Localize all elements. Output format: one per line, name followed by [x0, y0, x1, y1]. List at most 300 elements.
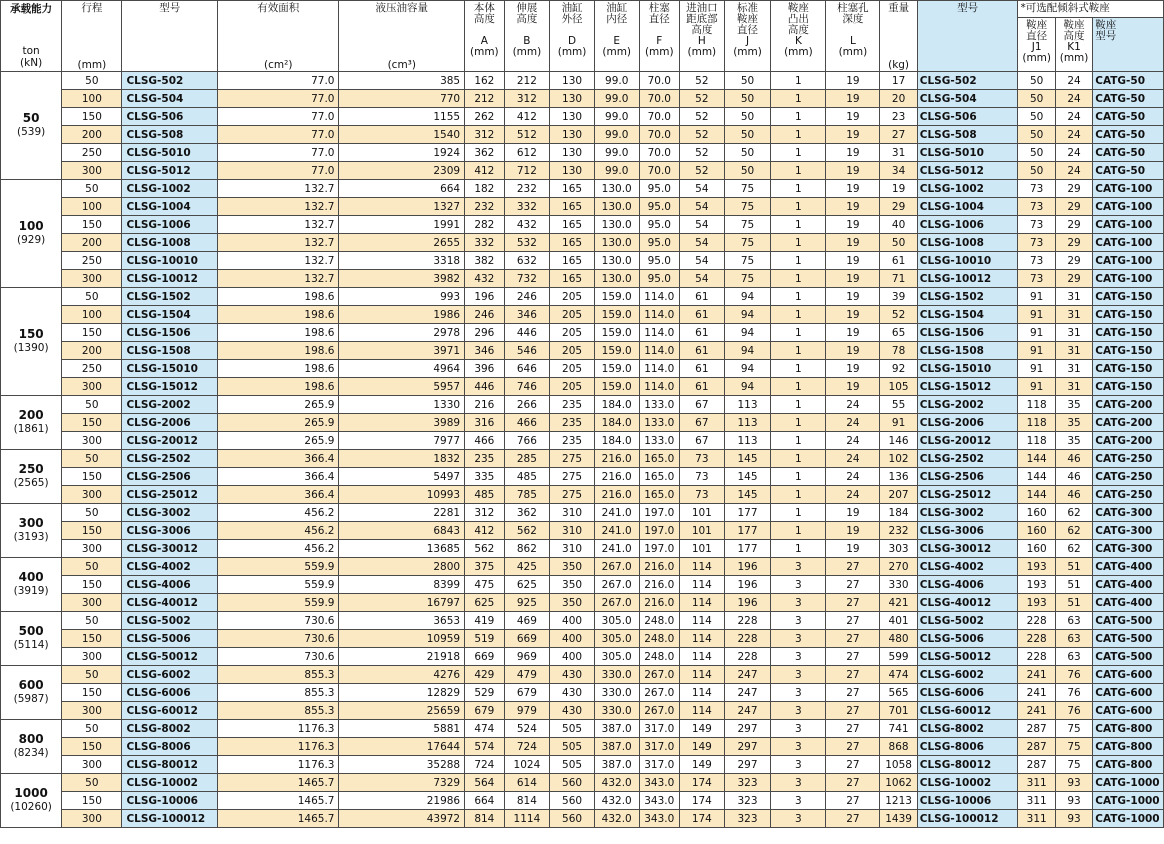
- cell: 1: [771, 72, 826, 90]
- model-cell: CLSG-5002: [917, 612, 1018, 630]
- cell: 55: [880, 396, 917, 414]
- cell: 31: [1055, 378, 1092, 396]
- cell: 300: [62, 378, 122, 396]
- table-row: [1, 90, 1164, 108]
- cell: 1: [771, 342, 826, 360]
- model-cell: CLSG-10002: [917, 774, 1018, 792]
- cell: 75: [1055, 738, 1092, 756]
- saddle-model-cell: CATG-800: [1093, 720, 1164, 738]
- model-cell: CLSG-2006: [917, 414, 1018, 432]
- cell: 1176.3: [217, 756, 338, 774]
- cell: 532: [504, 234, 550, 252]
- cell: 27: [826, 774, 880, 792]
- cell: 432: [504, 216, 550, 234]
- model-cell: CLSG-1502: [917, 288, 1018, 306]
- model-cell: CLSG-25012: [122, 486, 218, 504]
- cell: 19: [826, 288, 880, 306]
- cell: 29: [1055, 252, 1092, 270]
- cell: 95.0: [639, 198, 679, 216]
- cell: 346: [504, 306, 550, 324]
- cell: 421: [880, 594, 917, 612]
- cell: 505: [550, 756, 595, 774]
- cell: 1: [771, 450, 826, 468]
- capacity-kn: (5987): [13, 693, 49, 705]
- cell: 130.0: [594, 270, 639, 288]
- table-row: [1, 72, 1164, 90]
- saddle-model-cell: CATG-50: [1093, 126, 1164, 144]
- cell: 559.9: [217, 576, 338, 594]
- saddle-model-cell: CATG-200: [1093, 396, 1164, 414]
- capacity-cell: [1, 612, 62, 666]
- cell: 159.0: [594, 378, 639, 396]
- cell: 330: [880, 576, 917, 594]
- cell: 310: [550, 540, 595, 558]
- cell: 65: [880, 324, 917, 342]
- cell: 21986: [339, 792, 465, 810]
- header-H: 进油口 距底部 高度 H (mm): [680, 1, 725, 72]
- cell: 130: [550, 144, 595, 162]
- cell: 76: [1055, 702, 1092, 720]
- table-row: [1, 774, 1164, 792]
- cell: 1465.7: [217, 810, 338, 828]
- cell: 350: [550, 558, 595, 576]
- cell: 323: [724, 774, 771, 792]
- cell: 855.3: [217, 702, 338, 720]
- cell: 207: [880, 486, 917, 504]
- model-cell: CLSG-2506: [122, 468, 218, 486]
- cell: 3: [771, 648, 826, 666]
- cell: 1: [771, 162, 826, 180]
- model-cell: CLSG-1502: [122, 288, 218, 306]
- cell: 205: [550, 288, 595, 306]
- cell: 475: [465, 576, 504, 594]
- cell: 95.0: [639, 216, 679, 234]
- cell: 35: [1055, 414, 1092, 432]
- cell: 114.0: [639, 378, 679, 396]
- cell: 312: [504, 90, 550, 108]
- cell: 50: [62, 558, 122, 576]
- cell: 19: [880, 180, 917, 198]
- cell: 312: [465, 126, 504, 144]
- cell: 1: [771, 396, 826, 414]
- cell: 1: [771, 216, 826, 234]
- cell: 52: [680, 90, 725, 108]
- saddle-model-cell: CATG-150: [1093, 342, 1164, 360]
- saddle-model-cell: CATG-250: [1093, 468, 1164, 486]
- model-cell: CLSG-3002: [122, 504, 218, 522]
- capacity-kn: (5114): [13, 639, 49, 651]
- header-F: 柱塞 直径 F (mm): [639, 1, 679, 72]
- model-cell: CLSG-50012: [917, 648, 1018, 666]
- saddle-model-cell: CATG-50: [1093, 162, 1164, 180]
- model-cell: CLSG-15010: [122, 360, 218, 378]
- model-cell: CLSG-504: [122, 90, 218, 108]
- cell: 228: [1018, 648, 1055, 666]
- cell: 216.0: [594, 468, 639, 486]
- cell: 27: [826, 558, 880, 576]
- cell: 3: [771, 666, 826, 684]
- table-row: [1, 360, 1164, 378]
- cell: 70.0: [639, 108, 679, 126]
- cell: 267.0: [639, 684, 679, 702]
- cell: 366.4: [217, 468, 338, 486]
- cell: 16797: [339, 594, 465, 612]
- header-capacity-cell: [1, 1, 62, 72]
- cell: 565: [880, 684, 917, 702]
- cell: 524: [504, 720, 550, 738]
- capacity-ton: 800: [18, 732, 44, 746]
- cell: 241: [1018, 702, 1055, 720]
- cell: 24: [826, 396, 880, 414]
- cell: 1986: [339, 306, 465, 324]
- model-cell: CLSG-2502: [122, 450, 218, 468]
- header-A: 本体 高度 A (mm): [465, 1, 504, 72]
- table-row: [1, 306, 1164, 324]
- table-row: [1, 594, 1164, 612]
- cell: 132.7: [217, 216, 338, 234]
- cell: 50: [62, 288, 122, 306]
- cell: 564: [465, 774, 504, 792]
- cell: 197.0: [639, 522, 679, 540]
- cell: 1: [771, 306, 826, 324]
- cell: 17644: [339, 738, 465, 756]
- model-cell: CLSG-5012: [122, 162, 218, 180]
- cell: 130: [550, 162, 595, 180]
- cell: 362: [504, 504, 550, 522]
- cell: 362: [465, 144, 504, 162]
- cell: 275: [550, 450, 595, 468]
- model-cell: CLSG-80012: [917, 756, 1018, 774]
- cell: 300: [62, 648, 122, 666]
- capacity-ton: 400: [18, 570, 44, 584]
- cell: 77.0: [217, 108, 338, 126]
- cell: 19: [826, 180, 880, 198]
- cell: 150: [62, 684, 122, 702]
- cell: 3982: [339, 270, 465, 288]
- cell: 130.0: [594, 216, 639, 234]
- model-cell: CLSG-10006: [917, 792, 1018, 810]
- table-row: [1, 540, 1164, 558]
- capacity-ton: 250: [18, 462, 44, 476]
- table-row: [1, 288, 1164, 306]
- cell: 27: [826, 576, 880, 594]
- saddle-model-cell: CATG-500: [1093, 612, 1164, 630]
- header-model-cell: [122, 1, 218, 72]
- cell: 184.0: [594, 414, 639, 432]
- cell: 310: [550, 522, 595, 540]
- cell: 73: [1018, 216, 1055, 234]
- cell: 52: [680, 144, 725, 162]
- cell: 456.2: [217, 504, 338, 522]
- cell: 3: [771, 630, 826, 648]
- cell: 150: [62, 522, 122, 540]
- cell: 246: [504, 288, 550, 306]
- cell: 94: [724, 288, 771, 306]
- cell: 267.0: [594, 576, 639, 594]
- cell: 456.2: [217, 522, 338, 540]
- cell: 99.0: [594, 72, 639, 90]
- cell: 35: [1055, 432, 1092, 450]
- cell: 77.0: [217, 126, 338, 144]
- cell: 40: [880, 216, 917, 234]
- cell: 19: [826, 108, 880, 126]
- cell: 165: [550, 270, 595, 288]
- capacity-cell: [1, 396, 62, 450]
- cell: 50: [724, 162, 771, 180]
- cell: 559.9: [217, 558, 338, 576]
- cell: 130: [550, 108, 595, 126]
- cell: 300: [62, 756, 122, 774]
- cell: 287: [1018, 738, 1055, 756]
- cell: 99.0: [594, 108, 639, 126]
- cell: 75: [724, 180, 771, 198]
- cell: 27: [826, 594, 880, 612]
- model-cell: CLSG-40012: [917, 594, 1018, 612]
- cell: 198.6: [217, 288, 338, 306]
- model-cell: CLSG-15010: [917, 360, 1018, 378]
- cell: 193: [1018, 594, 1055, 612]
- cell: 150: [62, 738, 122, 756]
- model-cell: CLSG-1504: [122, 306, 218, 324]
- cell: 382: [465, 252, 504, 270]
- cell: 73: [1018, 270, 1055, 288]
- cell: 29: [1055, 198, 1092, 216]
- saddle-model-cell: CATG-500: [1093, 630, 1164, 648]
- cell: 412: [465, 162, 504, 180]
- header-area-cell: [217, 1, 338, 72]
- cell: 868: [880, 738, 917, 756]
- cell: 114.0: [639, 288, 679, 306]
- model-cell: CLSG-504: [917, 90, 1018, 108]
- table-row: [1, 522, 1164, 540]
- cell: 297: [724, 756, 771, 774]
- cell: 118: [1018, 396, 1055, 414]
- cell: 241.0: [594, 540, 639, 558]
- cell: 159.0: [594, 306, 639, 324]
- cell: 27: [880, 126, 917, 144]
- cell: 19: [826, 360, 880, 378]
- header-L: 柱塞孔 深度 L (mm): [826, 1, 880, 72]
- cell: 50: [724, 72, 771, 90]
- model-cell: CLSG-60012: [122, 702, 218, 720]
- cell: 512: [504, 126, 550, 144]
- cell: 228: [1018, 612, 1055, 630]
- capacity-ton: 600: [18, 678, 44, 692]
- table-row: [1, 378, 1164, 396]
- table-row: [1, 180, 1164, 198]
- cell: 474: [880, 666, 917, 684]
- capacity-ton: 500: [18, 624, 44, 638]
- cell: 50: [1018, 108, 1055, 126]
- saddle-model-cell: CATG-600: [1093, 684, 1164, 702]
- saddle-model-cell: CATG-50: [1093, 90, 1164, 108]
- cell: 311: [1018, 810, 1055, 828]
- saddle-model-cell: CATG-100: [1093, 198, 1164, 216]
- cell: 1: [771, 180, 826, 198]
- cell: 39: [880, 288, 917, 306]
- cell: 76: [1055, 684, 1092, 702]
- cell: 150: [62, 576, 122, 594]
- model-cell: CLSG-8002: [122, 720, 218, 738]
- cell: 400: [550, 612, 595, 630]
- cell: 94: [724, 306, 771, 324]
- table-row: [1, 720, 1164, 738]
- cell: 78: [880, 342, 917, 360]
- cell: 669: [465, 648, 504, 666]
- table-row: [1, 450, 1164, 468]
- cell: 366.4: [217, 486, 338, 504]
- cell: 99.0: [594, 144, 639, 162]
- cell: 132.7: [217, 234, 338, 252]
- cell: 235: [550, 432, 595, 450]
- saddle-model-cell: CATG-1000: [1093, 792, 1164, 810]
- cell: 73: [1018, 252, 1055, 270]
- cell: 118: [1018, 432, 1055, 450]
- capacity-cell: [1, 774, 62, 828]
- cell: 1024: [504, 756, 550, 774]
- cell: 1540: [339, 126, 465, 144]
- cell: 1: [771, 90, 826, 108]
- cell: 241: [1018, 684, 1055, 702]
- cell: 31: [1055, 342, 1092, 360]
- model-cell: CLSG-10002: [122, 774, 218, 792]
- cell: 24: [826, 486, 880, 504]
- cell: 466: [504, 414, 550, 432]
- cell: 54: [680, 198, 725, 216]
- cell: 1: [771, 414, 826, 432]
- cell: 1: [771, 486, 826, 504]
- cell: 350: [550, 576, 595, 594]
- cell: 77.0: [217, 162, 338, 180]
- cell: 305.0: [594, 630, 639, 648]
- capacity-cell: [1, 720, 62, 774]
- saddle-model-cell: CATG-50: [1093, 144, 1164, 162]
- cell: 177: [724, 540, 771, 558]
- cell: 474: [465, 720, 504, 738]
- model-cell: CLSG-15012: [122, 378, 218, 396]
- header-optional: *可选配倾斜式鞍座: [1018, 1, 1164, 18]
- capacity-cell: [1, 288, 62, 396]
- header-weight-cell: [880, 1, 917, 72]
- table-row: [1, 216, 1164, 234]
- cell: 146: [880, 432, 917, 450]
- cell: 145: [724, 450, 771, 468]
- cell: 61: [680, 306, 725, 324]
- cell: 118: [1018, 414, 1055, 432]
- cell: 27: [826, 630, 880, 648]
- cell: 75: [724, 252, 771, 270]
- cell: 91: [880, 414, 917, 432]
- cell: 270: [880, 558, 917, 576]
- cell: 1: [771, 144, 826, 162]
- cell: 100: [62, 198, 122, 216]
- cell: 4964: [339, 360, 465, 378]
- cell: 19: [826, 306, 880, 324]
- cell: 52: [680, 108, 725, 126]
- cell: 130: [550, 72, 595, 90]
- model-cell: CLSG-6006: [122, 684, 218, 702]
- cell: 46: [1055, 468, 1092, 486]
- cell: 196: [465, 288, 504, 306]
- cell: 2281: [339, 504, 465, 522]
- cell: 1: [771, 252, 826, 270]
- table-row: [1, 702, 1164, 720]
- cell: 50: [62, 666, 122, 684]
- saddle-model-cell: CATG-300: [1093, 540, 1164, 558]
- cell: 165.0: [639, 468, 679, 486]
- cell: 7329: [339, 774, 465, 792]
- model-cell: CLSG-502: [122, 72, 218, 90]
- table-row: [1, 738, 1164, 756]
- cell: 8399: [339, 576, 465, 594]
- cell: 63: [1055, 648, 1092, 666]
- capacity-kn: (539): [17, 126, 46, 138]
- cell: 95.0: [639, 234, 679, 252]
- saddle-model-cell: CATG-150: [1093, 324, 1164, 342]
- capacity-cell: [1, 558, 62, 612]
- cell: 1: [771, 270, 826, 288]
- saddle-model-cell: CATG-400: [1093, 594, 1164, 612]
- cell: 159.0: [594, 288, 639, 306]
- saddle-model-cell: CATG-50: [1093, 108, 1164, 126]
- cell: 114: [680, 594, 725, 612]
- cell: 265.9: [217, 432, 338, 450]
- model-cell: CLSG-1508: [917, 342, 1018, 360]
- cell: 814: [465, 810, 504, 828]
- cell: 267.0: [639, 702, 679, 720]
- cell: 24: [1055, 126, 1092, 144]
- cell: 73: [1018, 234, 1055, 252]
- cell: 228: [724, 612, 771, 630]
- capacity-cell: [1, 504, 62, 558]
- cell: 430: [550, 684, 595, 702]
- cell: 145: [724, 486, 771, 504]
- cell: 193: [1018, 558, 1055, 576]
- cell: 1213: [880, 792, 917, 810]
- table-row: [1, 198, 1164, 216]
- table-row: [1, 612, 1164, 630]
- capacity-ton: 100: [18, 219, 44, 233]
- cell: 505: [550, 720, 595, 738]
- cell: 51: [1055, 576, 1092, 594]
- cell: 2800: [339, 558, 465, 576]
- cell: 1: [771, 108, 826, 126]
- cell: 1: [771, 198, 826, 216]
- cell: 13685: [339, 540, 465, 558]
- cell: 100: [62, 306, 122, 324]
- cell: 23: [880, 108, 917, 126]
- cell: 446: [504, 324, 550, 342]
- cell: 75: [1055, 720, 1092, 738]
- header-stroke: 行程: [81, 2, 103, 14]
- cell: 198.6: [217, 342, 338, 360]
- cell: 387.0: [594, 738, 639, 756]
- cell: 19: [826, 198, 880, 216]
- cell: 425: [504, 558, 550, 576]
- cell: 70.0: [639, 144, 679, 162]
- cell: 317.0: [639, 720, 679, 738]
- cell: 50: [62, 774, 122, 792]
- cell: 205: [550, 378, 595, 396]
- model-cell: CLSG-5010: [122, 144, 218, 162]
- capacity-kn: (1861): [13, 423, 49, 435]
- cell: 50: [62, 504, 122, 522]
- saddle-model-cell: CATG-200: [1093, 432, 1164, 450]
- cell: 93: [1055, 810, 1092, 828]
- cell: 1058: [880, 756, 917, 774]
- cell: 712: [504, 162, 550, 180]
- cell: 114: [680, 630, 725, 648]
